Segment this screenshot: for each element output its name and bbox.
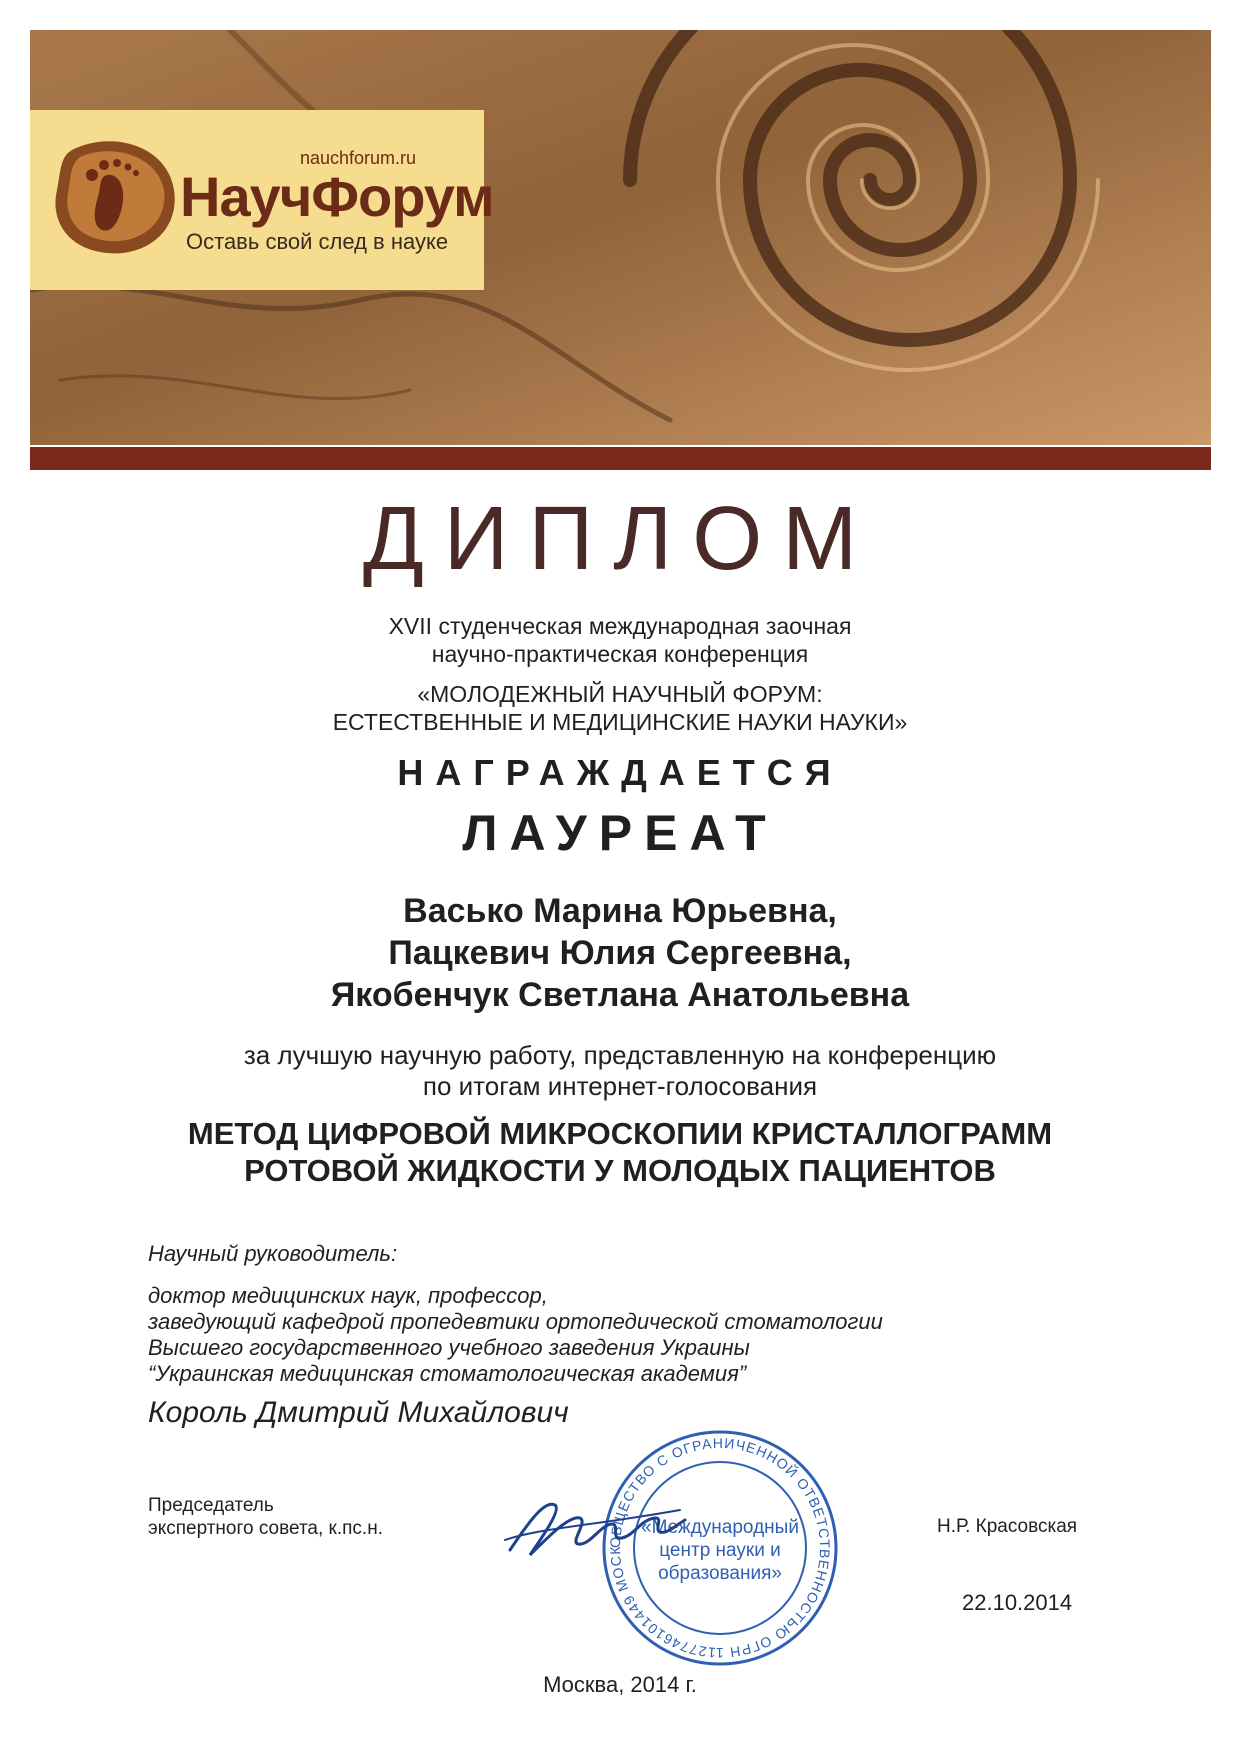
recipient-name: Якобенчук Светлана Анатольевна <box>330 976 910 1014</box>
work-title-line: МЕТОД ЦИФРОВОЙ МИКРОСКОПИИ КРИСТАЛЛОГРАММ <box>187 1116 1053 1151</box>
conference-name <box>0 680 1240 736</box>
signature-icon <box>500 1480 690 1570</box>
recipients <box>0 890 1240 1016</box>
chair-title-line: экспертного совета, к.пс.н. <box>148 1518 383 1539</box>
reason-line: по итогам интернет-голосования <box>422 1071 818 1101</box>
awarded-heading: НАГРАЖДАЕТСЯ <box>397 752 843 793</box>
recipient-name: Васько Марина Юрьевна, <box>403 892 837 930</box>
work-title-line: РОТОВОЙ ЖИДКОСТИ У МОЛОДЫХ ПАЦИЕНТОВ <box>244 1153 996 1188</box>
chair-title-line: Председатель <box>148 1495 274 1516</box>
conference-line: научно-практическая конференция <box>431 641 809 667</box>
logo-name: НаучФорум <box>180 165 494 228</box>
issue-date: 22.10.2014 <box>962 1590 1073 1615</box>
stamp-inner-line: «Международный <box>641 1517 799 1538</box>
supervisor-details <box>148 1283 883 1387</box>
conference-name-line: «МОЛОДЕЖНЫЙ НАУЧНЫЙ ФОРУМ: <box>417 681 823 707</box>
supervisor-label: Научный руководитель: <box>148 1241 398 1266</box>
reason-line: за лучшую научную работу, представленную на конференцию <box>243 1040 997 1070</box>
handwritten-signature <box>500 1480 690 1570</box>
logo-url: nauchforum.ru <box>300 148 417 168</box>
stamp-inner-line: образования» <box>658 1563 782 1584</box>
recipient-name: Пацкевич Юлия Сергеевна, <box>388 934 852 972</box>
chair-name: Н.Р. Красовская <box>937 1516 1078 1537</box>
stamp-inner-line: центр науки и <box>659 1540 781 1561</box>
header-rule <box>30 447 1211 470</box>
logo-slogan: Оставь свой след в науке <box>186 229 449 254</box>
conference-description <box>0 612 1240 668</box>
award-reason <box>0 1040 1240 1102</box>
laureate-heading: ЛАУРЕАТ <box>462 805 778 861</box>
stamp-outer-text: ОБЩЕСТВО С ОГРАНИЧЕННОЙ ОТВЕТСТВЕННОСТЬЮ ОГРН 1127746101449 МОСК <box>606 1434 834 1662</box>
supervisor-detail-line: заведующий кафедрой пропедевтики ортопедической стоматологии <box>148 1309 883 1334</box>
conference-line: XVII студенческая международная заочная <box>388 613 852 639</box>
work-title <box>0 1115 1240 1189</box>
document-title: ДИПЛОМ <box>362 489 878 589</box>
supervisor-detail-line: Высшего государственного учебного заведения Украины <box>148 1335 750 1360</box>
supervisor-name: Король Дмитрий Михайлович <box>148 1396 569 1429</box>
chair-title <box>148 1494 383 1540</box>
conference-name-line: ЕСТЕСТВЕННЫЕ И МЕДИЦИНСКИЕ НАУКИ НАУКИ» <box>332 709 908 735</box>
supervisor-detail-line: доктор медицинских наук, профессор, <box>148 1283 548 1308</box>
supervisor-detail-line: “Украинская медицинская стоматологическая академия” <box>148 1361 747 1386</box>
footprint-logo-icon <box>52 135 182 260</box>
city-year: Москва, 2014 г. <box>543 1672 697 1697</box>
